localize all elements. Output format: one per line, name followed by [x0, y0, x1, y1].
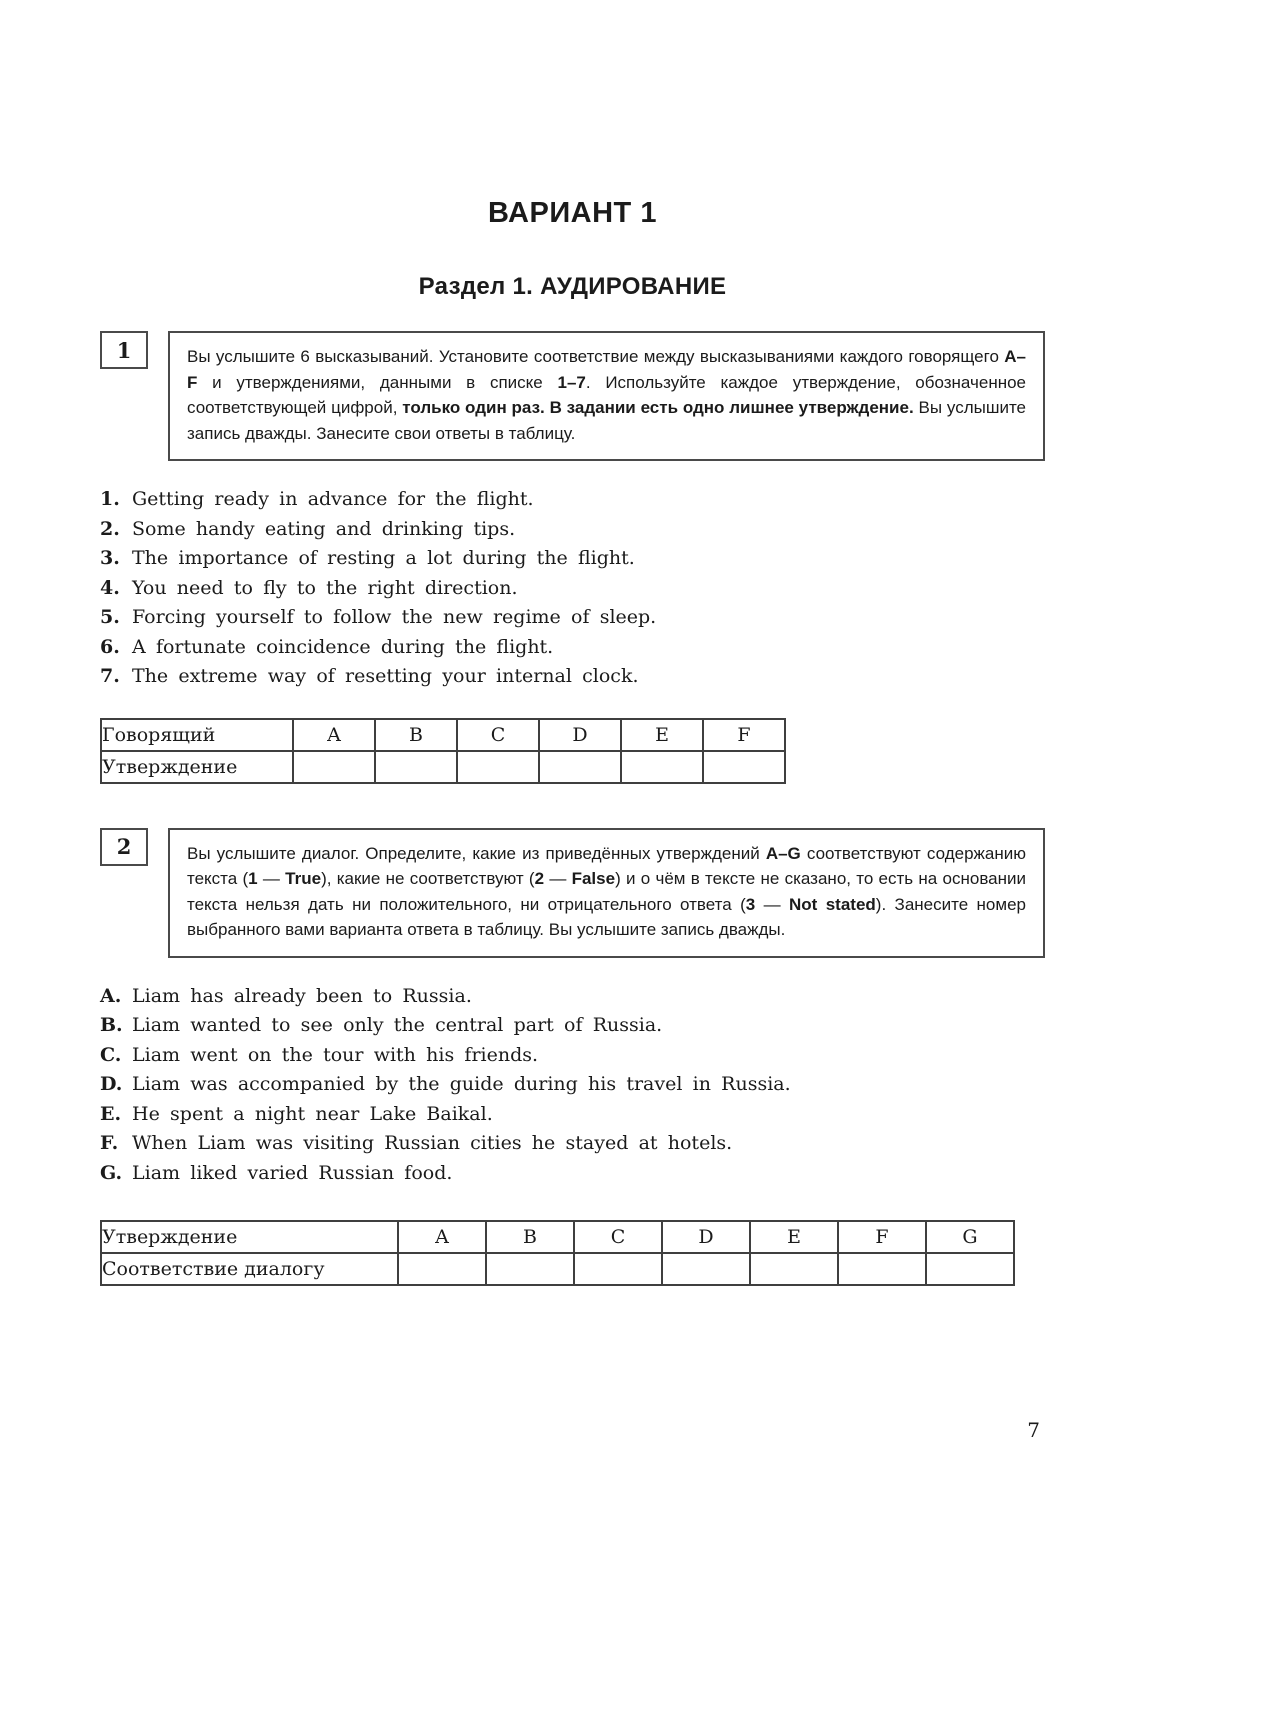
column-letter-cell: E	[621, 719, 703, 751]
statement-text: Forcing yourself to follow the new regime of sleep.	[132, 606, 657, 628]
task-2	[100, 828, 1045, 958]
column-letter-cell: A	[398, 1221, 486, 1253]
statement-item	[100, 574, 1045, 604]
statement-text: Liam has already been to Russia.	[132, 984, 472, 1007]
task-2-instruction-box	[168, 828, 1045, 958]
task-2-table-answer-row	[101, 1253, 1014, 1285]
answer-cell	[398, 1253, 486, 1285]
statement-item	[100, 633, 1045, 663]
statement-item	[100, 1159, 1045, 1189]
task-1-statements-list	[100, 485, 1045, 692]
statement-item	[100, 1129, 1045, 1159]
column-letter-cell: D	[539, 719, 621, 751]
statement-text: When Liam was visiting Russian cities he stayed at hotels.	[132, 1132, 733, 1154]
column-letter-cell: B	[375, 719, 457, 751]
statement-text: Liam liked varied Russian food.	[132, 1161, 453, 1184]
statement-item	[100, 485, 1045, 515]
statement-label: 4.	[100, 576, 120, 599]
statement-item	[100, 544, 1045, 574]
answer-cell	[662, 1253, 750, 1285]
task-2-table-header-label: Утверждение	[101, 1221, 398, 1253]
statement-text: Some handy eating and drinking tips.	[132, 517, 516, 540]
task-1-table-header-row	[101, 719, 785, 751]
answer-cell	[375, 751, 457, 783]
answer-cell	[539, 751, 621, 783]
answer-cell	[457, 751, 539, 783]
answer-cell	[750, 1253, 838, 1285]
statement-text: You need to fly to the right direction.	[132, 576, 518, 599]
statement-label: G.	[100, 1161, 123, 1184]
statement-label: C.	[100, 1043, 122, 1066]
column-letter-cell: G	[926, 1221, 1014, 1253]
statement-label: F.	[100, 1132, 119, 1154]
column-letter-cell: E	[750, 1221, 838, 1253]
task-1-table-header-label: Говорящий	[101, 719, 293, 751]
task-2-statements-list	[100, 982, 1045, 1189]
statement-item	[100, 1070, 1045, 1100]
statement-text: The importance of resting a lot during the flight.	[132, 547, 635, 569]
statement-label: D.	[100, 1073, 123, 1095]
statement-text: Liam wanted to see only the central part of Russia.	[132, 1014, 663, 1036]
task-1-answer-table	[100, 718, 786, 784]
statement-item	[100, 1011, 1045, 1041]
column-letter-cell: A	[293, 719, 375, 751]
statement-text: Getting ready in advance for the flight.	[132, 488, 534, 510]
task-2-table-header-row	[101, 1221, 1014, 1253]
statement-label: 3.	[100, 547, 120, 569]
statement-item	[100, 1041, 1045, 1071]
task-1-table-answer-row	[101, 751, 785, 783]
statement-text: The extreme way of resetting your internal clock.	[132, 665, 639, 687]
page-content	[100, 0, 1045, 1286]
statement-label: A.	[100, 984, 122, 1007]
answer-cell	[574, 1253, 662, 1285]
statement-text: A fortunate coincidence during the flight.	[132, 635, 554, 658]
column-letter-cell: F	[703, 719, 785, 751]
answer-cell	[293, 751, 375, 783]
statement-text: Liam was accompanied by the guide during his travel in Russia.	[132, 1073, 791, 1095]
statement-label: 5.	[100, 606, 120, 628]
statement-label: 1.	[100, 488, 120, 510]
variant-title: ВАРИАНТ 1	[488, 197, 657, 229]
page-number: 7	[1027, 1418, 1040, 1442]
task-1-instruction-text: Вы услышите 6 высказываний. Установите соответствие между высказываниями каждого говорящего A–F и утверждениями, данными в списке 1–7. Используйте каждое утверждение, обозначенное соответствующей цифрой, только один раз. В задании есть одно лишнее утверждение. Вы услышите запись дважды. Занесите свои ответы в таблицу.	[187, 347, 1027, 443]
statement-label: 2.	[100, 517, 120, 540]
statement-item	[100, 982, 1045, 1012]
answer-cell	[703, 751, 785, 783]
task-2-instruction-text: Вы услышите диалог. Определите, какие из приведённых утверждений A–G соответствуют содержанию текста (1 — True), какие не соответствуют (2 — False) и о чём в тексте не сказано, то есть на основании текста нельзя дать ни положительного, ни отрицательного ответа (3 — Not stated). Занесите номер выбранного вами варианта ответа в таблицу. Вы услышите запись дважды.	[187, 843, 1026, 939]
column-letter-cell: C	[574, 1221, 662, 1253]
task-2-number-badge	[100, 828, 148, 866]
answer-cell	[621, 751, 703, 783]
task-1-number-badge	[100, 331, 148, 369]
column-letter-cell: F	[838, 1221, 926, 1253]
statement-label: 7.	[100, 665, 120, 687]
task-1-table-row-label: Утверждение	[101, 751, 293, 783]
column-letter-cell: B	[486, 1221, 574, 1253]
statement-label: 6.	[100, 635, 120, 658]
column-letter-cell: C	[457, 719, 539, 751]
statement-label: B.	[100, 1014, 123, 1036]
statement-text: He spent a night near Lake Baikal.	[132, 1102, 493, 1125]
task-1	[100, 331, 1045, 461]
statement-item	[100, 515, 1045, 545]
task-2-answer-table	[100, 1220, 1015, 1286]
section-title: Раздел 1. АУДИРОВАНИЕ	[418, 273, 727, 300]
answer-cell	[486, 1253, 574, 1285]
answer-cell	[838, 1253, 926, 1285]
column-letter-cell: D	[662, 1221, 750, 1253]
task-1-instruction-box	[168, 331, 1045, 461]
task-2-table-row-label: Соответствие диалогу	[101, 1253, 398, 1285]
statement-label: E.	[100, 1102, 122, 1125]
statement-item	[100, 662, 1045, 692]
task-2-number: 2	[116, 834, 132, 859]
statement-text: Liam went on the tour with his friends.	[132, 1043, 539, 1066]
statement-item	[100, 1100, 1045, 1130]
task-1-number: 1	[116, 337, 132, 363]
statement-item	[100, 603, 1045, 633]
answer-cell	[926, 1253, 1014, 1285]
